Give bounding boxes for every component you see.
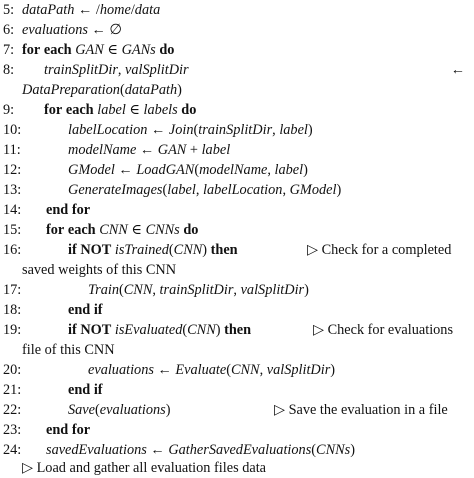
line-code: Save(evaluations) — [68, 402, 171, 418]
algorithm-line-13 — [0, 180, 474, 200]
line-code: end for — [46, 202, 91, 218]
line-code: end for — [46, 422, 91, 438]
line-code: DataPreparation(dataPath) — [22, 82, 182, 98]
line-code: GModel ← LoadGAN(modelName, label) — [68, 162, 308, 178]
line-number: 24: — [3, 442, 22, 458]
line-number: 23: — [3, 422, 22, 438]
algorithm-line-24-continued — [0, 458, 474, 478]
line-number: 6: — [3, 22, 15, 38]
algorithm-line-12 — [0, 160, 474, 180]
line-comment: ▷ Check for a completed — [307, 242, 452, 258]
line-number: 20: — [3, 362, 22, 378]
line-code: dataPath ← /home/data — [22, 2, 161, 18]
line-code: Train(CNN, trainSplitDir, valSplitDir) — [88, 282, 309, 298]
line-tail: ← — [450, 62, 465, 78]
line-code: file of this CNN — [22, 342, 115, 358]
algorithm-line-16 — [0, 240, 474, 260]
line-code: if NOT isTrained(CNN) then — [68, 242, 238, 258]
line-comment: ▷ Save the evaluation in a file — [274, 402, 448, 418]
line-number: 13: — [3, 182, 22, 198]
line-number: 15: — [3, 222, 22, 238]
line-number: 18: — [3, 302, 22, 318]
algorithm-line-24 — [0, 440, 474, 460]
line-code: for each label ∈ labels do — [44, 102, 197, 118]
algorithm-line-21 — [0, 380, 474, 400]
algorithm-line-8 — [0, 60, 474, 80]
algorithm-line-16-continued — [0, 260, 474, 280]
line-code: GenerateImages(label, labelLocation, GModel) — [68, 182, 342, 198]
line-code: for each CNN ∈ CNNs do — [46, 222, 199, 238]
line-code: end if — [68, 302, 103, 318]
line-comment: ▷ Check for evaluations — [313, 322, 454, 338]
line-number: 17: — [3, 282, 22, 298]
line-number: 5: — [3, 2, 15, 18]
algorithm-line-5 — [0, 0, 474, 20]
line-number: 16: — [3, 242, 22, 258]
algorithm-line-20 — [0, 360, 474, 380]
line-code: end if — [68, 382, 103, 398]
line-number: 11: — [3, 142, 21, 158]
line-code: saved weights of this CNN — [22, 262, 177, 278]
line-number: 22: — [3, 402, 22, 418]
line-code: evaluations ← Evaluate(CNN, valSplitDir) — [88, 362, 336, 378]
algorithm-line-22 — [0, 400, 474, 420]
line-code: modelName ← GAN + label — [68, 142, 231, 158]
algorithm-line-10 — [0, 120, 474, 140]
algorithm-line-9 — [0, 100, 474, 120]
algorithm-line-19-continued — [0, 340, 474, 360]
line-code: ▷ Load and gather all evaluation files data — [22, 460, 267, 476]
line-number: 14: — [3, 202, 22, 218]
line-code: labelLocation ← Join(trainSplitDir, label) — [68, 122, 313, 138]
line-number: 19: — [3, 322, 22, 338]
line-code: for each GAN ∈ GANs do — [22, 42, 175, 58]
algorithm-line-23 — [0, 420, 474, 440]
algorithm-line-6 — [0, 20, 474, 40]
algorithm-line-14 — [0, 200, 474, 220]
algorithm-line-17 — [0, 280, 474, 300]
line-number: 12: — [3, 162, 22, 178]
line-code: savedEvaluations ← GatherSavedEvaluations(CNNs) — [46, 442, 355, 458]
algorithm-line-15 — [0, 220, 474, 240]
line-code: if NOT isEvaluated(CNN) then — [68, 322, 252, 338]
line-code: trainSplitDir, valSplitDir — [44, 62, 189, 78]
line-number: 8: — [3, 62, 15, 78]
algorithm-line-8-continued — [0, 80, 474, 100]
line-number: 9: — [3, 102, 15, 118]
line-number: 10: — [3, 122, 22, 138]
algorithm-line-18 — [0, 300, 474, 320]
line-number: 7: — [3, 42, 15, 58]
algorithm-line-7 — [0, 40, 474, 60]
algorithm-line-11 — [0, 140, 474, 160]
line-code: evaluations ← ∅ — [22, 22, 122, 38]
line-number: 21: — [3, 382, 22, 398]
algorithm-line-19 — [0, 320, 474, 340]
